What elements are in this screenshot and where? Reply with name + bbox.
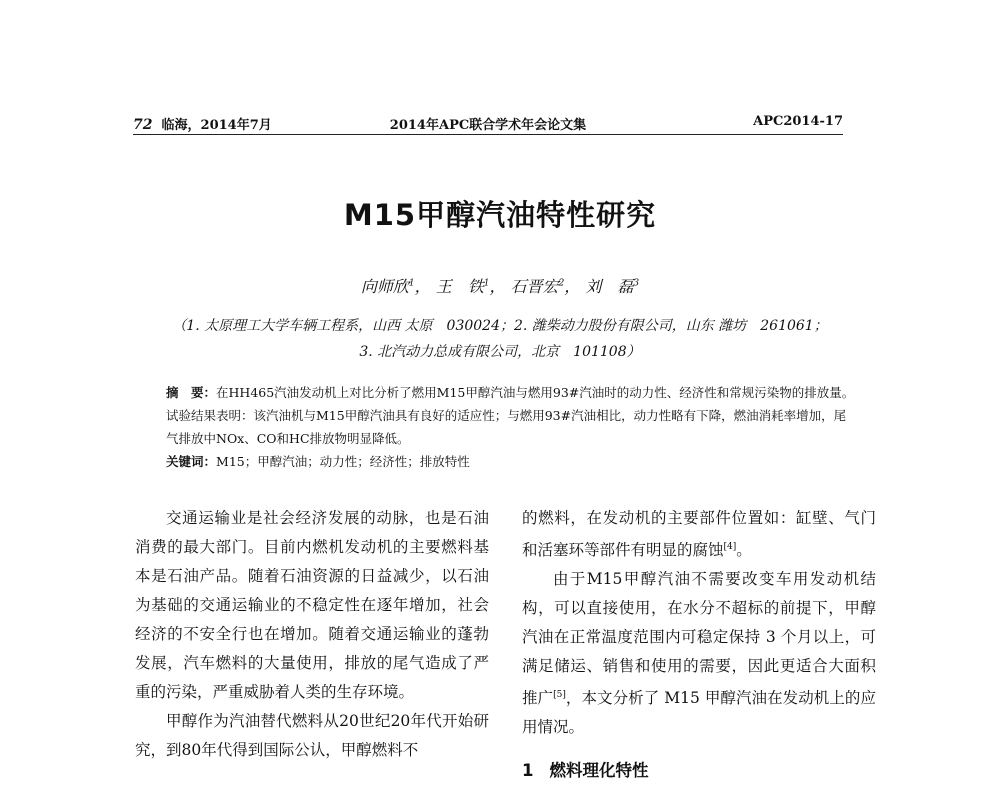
affiliation-line-2: 3. 北汽动力总成有限公司，北京 101108） <box>359 344 641 360</box>
affiliation-line-1: （1. 太原理工大学车辆工程系，山西 太原 030024；2. 潍柴动力股份有限公司，山东 潍坊 261061； <box>172 318 828 334</box>
abstract-label: 摘 要： <box>166 385 217 400</box>
body-paragraph: 甲醇作为汽油替代燃料从20世纪20年代开始研究，到80年代得到国际公认，甲醇燃料不 <box>135 712 489 759</box>
paragraph-text: 的燃料，在发动机的主要部件位置如：缸壁、气门和活塞环等部件有明显的腐蚀 <box>522 509 876 560</box>
author-affiliation-mark: 2 <box>558 278 565 289</box>
paragraph-text: 由于M15甲醇汽油不需要改变车用发动机结构，可以直接使用，在水分不超标的前提下，甲醇汽油在正常温度范围内可稳定保持 3 个月以上，可满足储运、销售和使用的需要，因此更适合大面积推广 <box>522 570 876 708</box>
paragraph-text-end: 。 <box>736 541 752 560</box>
page-header <box>133 114 843 134</box>
abstract-text: 在HH465汽油发动机上对比分析了燃用M15甲醇汽油与燃用93#汽油时的动力性、经济性和常规污染物的排放量。试验结果表明：该汽油机与M15甲醇汽油具有良好的适应性；与燃用93#汽油相比，动力性略有下降，燃油消耗率增加，尾气排放中NOx、CO和HC排放物明显降低。 <box>166 385 855 446</box>
section-number: 1 <box>522 761 534 781</box>
author-name: 石晋宏 <box>510 277 559 296</box>
page-number: 72 <box>133 117 153 133</box>
abstract-paragraph <box>166 381 856 450</box>
abstract-block <box>166 381 856 473</box>
body-left-column <box>135 504 489 765</box>
author-affiliation-mark: 1 <box>483 278 490 289</box>
keywords-label: 关键词： <box>166 454 217 469</box>
author-affiliation-mark: 3 <box>633 278 640 289</box>
paragraph-text-end: ，本文分析了 M15 甲醇汽油在发动机上的应用情况。 <box>522 689 876 737</box>
keywords-text: M15；甲醇汽油；动力性；经济性；排放特性 <box>216 454 470 469</box>
header-paper-id: APC2014-17 <box>753 114 843 129</box>
author-name: 刘 磊 <box>585 277 634 296</box>
header-proceedings: 2014年APC联合学术年会论文集 <box>389 118 587 133</box>
author-name: 向师欣 <box>360 277 409 296</box>
body-paragraph <box>522 565 876 742</box>
paper-title: M15甲醇汽油特性研究 <box>343 198 657 232</box>
citation-ref: [5] <box>553 690 566 701</box>
body-paragraph <box>522 504 876 565</box>
author-name: 王 铁 <box>435 277 484 296</box>
header-rule <box>133 134 843 135</box>
body-right-column <box>522 504 876 785</box>
author-list: 向师欣$^1$， 王 铁$^1$， 石晋宏$^2$， 刘 磊$^3$ <box>360 277 640 296</box>
author-affiliation-mark: 1 <box>408 278 415 289</box>
section-title: 燃料理化特性 <box>549 761 649 781</box>
header-location-date: 临海，2014年7月 <box>161 118 272 133</box>
body-paragraph: 交通运输业是社会经济发展的动脉，也是石油消费的最大部门。目前内燃机发动机的主要燃料基本是石油产品。随着石油资源的日益减少，以石油为基础的交通运输业的不稳定性在逐年增加，社会经济的不安全行也在增加。随着交通运输业的蓬勃发展，汽车燃料的大量使用，排放的尾气造成了严重的污染，严重威胁着人类的生存环境。 <box>135 509 489 701</box>
citation-ref: [4] <box>723 542 737 552</box>
keywords-paragraph <box>166 450 856 473</box>
